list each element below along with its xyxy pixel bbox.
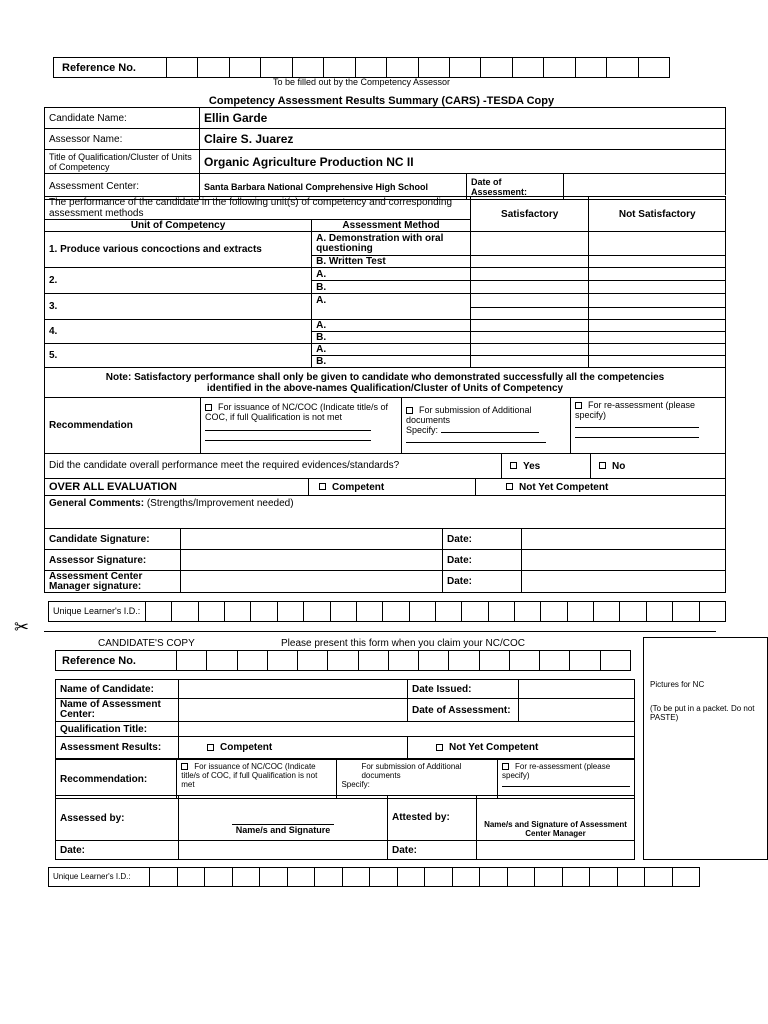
manager-date-field[interactable] [522, 571, 726, 593]
copy-reference-box[interactable] [358, 651, 388, 671]
unit-header: Unit of Competency [45, 220, 312, 232]
qualification-label: Title of Qualification/Cluster of Units of Competency [45, 150, 200, 174]
assessor-signature-field[interactable] [181, 550, 443, 571]
copy-uli-label: Unique Learner's I.D.: [49, 868, 150, 887]
not-satisfactory-header: Not Satisfactory [589, 197, 726, 232]
qualification-value[interactable]: Organic Agriculture Production NC II [200, 150, 726, 174]
reference-box[interactable] [512, 58, 543, 78]
assessment-center-value[interactable]: Santa Barbara National Comprehensive High School [200, 174, 467, 200]
yes-label: Yes [523, 460, 541, 472]
copy-checkbox-not-yet-competent[interactable] [436, 744, 443, 751]
copy-rec-additional-text: For submission of Additional documents [361, 762, 462, 780]
reference-box[interactable] [449, 58, 480, 78]
candidate-signature-label: Candidate Signature: [45, 529, 181, 550]
uli-box[interactable] [383, 602, 409, 622]
uli-box[interactable] [198, 602, 224, 622]
copy-checkbox-reassessment[interactable] [502, 763, 509, 770]
copy-reference-box[interactable] [600, 651, 630, 671]
reference-label: Reference No. [54, 58, 167, 78]
reference-box[interactable] [575, 58, 606, 78]
copy-uli-box[interactable] [370, 868, 398, 887]
yes-option[interactable] [502, 454, 591, 479]
copy-recommendation-table [55, 759, 635, 799]
photo-label: Pictures for NC [650, 680, 705, 689]
rec-additional-docs-option[interactable] [402, 398, 571, 454]
copy-center-field[interactable] [179, 699, 408, 722]
specify-line[interactable] [406, 442, 546, 443]
uli-box[interactable] [225, 602, 251, 622]
copy-reassessment-line[interactable] [502, 786, 630, 787]
uli-box[interactable] [515, 602, 541, 622]
copy-date-issued-field[interactable] [519, 680, 635, 699]
unit-4: 4. [45, 320, 312, 344]
copy-checkbox-issuance[interactable] [181, 763, 188, 770]
copy-competent-label: Competent [220, 742, 273, 753]
unit-1-method-a: A. Demonstration with oral questioning [312, 232, 471, 256]
copy-uli-box[interactable] [287, 868, 315, 887]
signature-table [44, 528, 726, 593]
issuance-line[interactable] [205, 430, 371, 431]
copy-uli-box[interactable] [342, 868, 370, 887]
copy-uli-box[interactable] [507, 868, 535, 887]
method-header: Assessment Method [312, 220, 471, 232]
unit-2-b-satisfactory[interactable] [470, 281, 588, 294]
rec-specify-label: Specify: [406, 425, 439, 435]
assessor-date-field[interactable] [522, 550, 726, 571]
checkbox-competent[interactable] [319, 483, 326, 490]
reference-box[interactable] [198, 58, 229, 78]
copy-uli-box[interactable] [480, 868, 508, 887]
copy-names-signature: Name/s and Signature [232, 824, 335, 835]
copy-uli-box[interactable] [177, 868, 205, 887]
recommendation-label: Recommendation [45, 398, 201, 454]
copy-rec-specify-label: Specify: [341, 780, 370, 789]
assessor-date-label: Date: [443, 550, 522, 571]
unit-4-method-b: B. [312, 332, 471, 344]
copy-uli-box[interactable] [260, 868, 288, 887]
copy-uli-box[interactable] [562, 868, 590, 887]
copy-reference-box[interactable] [479, 651, 509, 671]
uli-box[interactable] [673, 602, 699, 622]
unit-1: 1. Produce various concoctions and extracts [45, 232, 312, 268]
not-yet-competent-option[interactable] [476, 479, 726, 496]
copy-date-label: Date: [56, 841, 179, 860]
copy-date2-field[interactable] [477, 841, 635, 860]
copy-reference-box[interactable] [449, 651, 479, 671]
rec-issuance-text: For issuance of NC/COC (Indicate title/s of COC, if full Qualification is not met [205, 402, 389, 422]
reference-box[interactable] [387, 58, 418, 78]
unit-1-a-satisfactory[interactable] [470, 232, 588, 256]
unit-3-method-b [312, 308, 471, 320]
cut-line [44, 631, 716, 632]
copy-info-table [55, 679, 635, 759]
reassessment-line[interactable] [575, 427, 699, 428]
copy-competent-option[interactable] [179, 737, 408, 759]
copy-not-yet-competent-label: Not Yet Competent [449, 742, 539, 753]
checkbox-additional-docs[interactable] [406, 407, 413, 414]
unit-3-b-not-satisfactory[interactable] [589, 308, 726, 320]
unit-2-a-not-satisfactory[interactable] [589, 268, 726, 281]
manager-signature-label: Assessment Center Manager signature: [45, 571, 181, 593]
issuance-line[interactable] [205, 440, 371, 441]
manager-signature-field[interactable] [181, 571, 443, 593]
unit-5-b-not-satisfactory[interactable] [589, 356, 726, 368]
not-yet-competent-label: Not Yet Competent [519, 481, 609, 493]
reassessment-line[interactable] [575, 437, 699, 438]
copy-name-field[interactable] [179, 680, 408, 699]
unit-3-a-satisfactory[interactable] [470, 294, 588, 308]
unit-5-a-not-satisfactory[interactable] [589, 344, 726, 356]
copy-uli-box[interactable] [315, 868, 343, 887]
copy-uli-box[interactable] [232, 868, 260, 887]
competent-option[interactable] [309, 479, 476, 496]
uli-box[interactable] [356, 602, 382, 622]
reference-box[interactable] [261, 58, 292, 78]
satisfactory-note: Note: Satisfactory performance shall only be given to candidate who demonstrated successfully all the competencies identified in the above-names Qualification/Cluster of Units of Competency [45, 368, 726, 398]
candidate-info-table [44, 107, 726, 200]
uli-label: Unique Learner's I.D.: [49, 602, 146, 622]
copy-checkbox-competent[interactable] [207, 744, 214, 751]
copy-reference-box[interactable] [207, 651, 237, 671]
checkbox-issuance[interactable] [205, 404, 212, 411]
reference-box[interactable] [167, 58, 198, 78]
unit-5-b-satisfactory[interactable] [470, 356, 588, 368]
copy-instruction: Please present this form when you claim your NC/COC [281, 638, 525, 649]
no-option[interactable] [591, 454, 726, 479]
uli-box[interactable] [699, 602, 725, 622]
copy-attested-by-label: Attested by: [388, 796, 477, 841]
manager-date-label: Date: [443, 571, 522, 593]
copy-reference-label: Reference No. [56, 651, 177, 671]
reference-box[interactable] [418, 58, 449, 78]
copy-assessed-by-field[interactable] [179, 796, 388, 841]
copy-not-yet-competent-option[interactable] [408, 737, 635, 759]
copy-reference-box[interactable] [328, 651, 358, 671]
unit-5-method-a: A. [312, 344, 471, 356]
copy-reference-box[interactable] [570, 651, 600, 671]
copy-uli-box[interactable] [205, 868, 233, 887]
overall-evaluation-label: OVER ALL EVALUATION [45, 479, 309, 496]
copy-qual-field[interactable] [179, 722, 635, 737]
unit-4-method-a: A. [312, 320, 471, 332]
checkbox-no[interactable] [599, 462, 606, 469]
unit-3-b-satisfactory[interactable] [470, 308, 588, 320]
copy-assessed-by-label: Assessed by: [56, 796, 179, 841]
rec-issuance-option[interactable] [201, 398, 402, 454]
copy-uli-box[interactable] [452, 868, 480, 887]
candidate-name-label: Candidate Name: [45, 108, 200, 129]
uli-box[interactable] [620, 602, 646, 622]
candidate-signature-field[interactable] [181, 529, 443, 550]
specify-line[interactable] [441, 432, 539, 433]
checkbox-not-yet-competent[interactable] [506, 483, 513, 490]
copy-date-assessment-field[interactable] [519, 699, 635, 722]
unit-1-b-not-satisfactory[interactable] [589, 256, 726, 268]
competency-table [44, 196, 726, 398]
candidates-copy-title: CANDIDATE'S COPY [98, 638, 195, 649]
copy-reference-box[interactable] [388, 651, 418, 671]
assessor-name-value[interactable]: Claire S. Juarez [200, 129, 726, 150]
copy-uli-box[interactable] [535, 868, 563, 887]
overall-table [44, 453, 726, 479]
uli-box[interactable] [409, 602, 435, 622]
evaluation-table [44, 478, 726, 529]
overall-question: Did the candidate overall performance meet the required evidences/standards? [45, 454, 502, 479]
unit-2-b-not-satisfactory[interactable] [589, 281, 726, 294]
uli-table [48, 601, 726, 622]
uli-box[interactable] [646, 602, 672, 622]
copy-uli-box[interactable] [150, 868, 178, 887]
copy-reference-table [55, 650, 631, 671]
uli-box[interactable] [277, 602, 303, 622]
copy-uli-table [48, 867, 700, 887]
copy-date-assessment-label: Date of Assessment: [408, 699, 519, 722]
unit-1-method-b: B. Written Test [312, 256, 471, 268]
fill-note: To be filled out by the Competency Assessor [272, 77, 451, 87]
copy-rec-label: Recommendation: [56, 760, 177, 799]
unit-5-method-b: B. [312, 356, 471, 368]
uli-box[interactable] [146, 602, 172, 622]
uli-box[interactable] [435, 602, 461, 622]
rec-reassessment-option[interactable] [571, 398, 726, 454]
copy-rec-reassessment[interactable] [498, 760, 635, 799]
reference-box[interactable] [229, 58, 260, 78]
copy-reference-box[interactable] [267, 651, 297, 671]
assessor-name-label: Assessor Name: [45, 129, 200, 150]
copy-rec-additional[interactable] [337, 760, 498, 799]
unit-4-b-satisfactory[interactable] [470, 332, 588, 344]
competent-label: Competent [332, 481, 385, 493]
reference-box[interactable] [544, 58, 575, 78]
unit-3-a-not-satisfactory[interactable] [589, 294, 726, 308]
uli-box[interactable] [594, 602, 620, 622]
copy-date-issued-label: Date Issued: [408, 680, 519, 699]
uli-box[interactable] [488, 602, 514, 622]
copy-attestation-table [55, 795, 635, 860]
photo-note: (To be put in a packet. Do not PASTE) [650, 704, 755, 722]
reference-box[interactable] [607, 58, 638, 78]
copy-rec-reassessment-text: For re-assessment (please specify) [502, 762, 611, 780]
general-comments[interactable] [45, 496, 726, 529]
copy-name-label: Name of Candidate: [56, 680, 179, 699]
unit-1-a-not-satisfactory[interactable] [589, 232, 726, 256]
copy-reference-box[interactable] [540, 651, 570, 671]
copy-reference-box[interactable] [509, 651, 539, 671]
uli-box[interactable] [462, 602, 488, 622]
candidate-name-value[interactable]: Ellin Garde [200, 108, 726, 129]
unit-5-a-satisfactory[interactable] [470, 344, 588, 356]
copy-reference-box[interactable] [419, 651, 449, 671]
uli-box[interactable] [304, 602, 330, 622]
uli-box[interactable] [172, 602, 198, 622]
copy-rec-issuance[interactable] [177, 760, 337, 799]
unit-3: 3. [45, 294, 312, 320]
unit-2-method-a: A. [312, 268, 471, 281]
unit-4-a-not-satisfactory[interactable] [589, 320, 726, 332]
copy-results-label: Assessment Results: [56, 737, 179, 759]
unit-2-a-satisfactory[interactable] [470, 268, 588, 281]
copy-qual-label: Qualification Title: [56, 722, 179, 737]
checkbox-yes[interactable] [510, 462, 517, 469]
reference-box[interactable] [481, 58, 512, 78]
copy-uli-box[interactable] [425, 868, 453, 887]
reference-box[interactable] [324, 58, 355, 78]
unit-4-b-not-satisfactory[interactable] [589, 332, 726, 344]
unit-2-method-b: B. [312, 281, 471, 294]
rec-additional-docs-text: For submission of Additional documents [406, 405, 532, 425]
uli-box[interactable] [330, 602, 356, 622]
satisfactory-header: Satisfactory [470, 197, 588, 232]
rec-reassessment-text: For re-assessment (please specify) [575, 400, 696, 420]
reference-table [53, 57, 670, 78]
copy-reference-box[interactable] [298, 651, 328, 671]
copy-uli-box[interactable] [617, 868, 645, 887]
reference-box[interactable] [355, 58, 386, 78]
unit-3-method-a: A. [312, 294, 471, 308]
scissors-icon: ✂ [14, 617, 30, 638]
form-title: Competency Assessment Results Summary (CARS) -TESDA Copy [208, 95, 555, 107]
unit-1-b-satisfactory[interactable] [470, 256, 588, 268]
copy-center-label: Name of Assessment Center: [56, 699, 179, 722]
copy-date-field[interactable] [179, 841, 388, 860]
copy-reference-box[interactable] [237, 651, 267, 671]
uli-box[interactable] [251, 602, 277, 622]
photo-box[interactable] [643, 637, 768, 860]
copy-uli-box[interactable] [590, 868, 618, 887]
uli-box[interactable] [567, 602, 593, 622]
general-comments-hint: (Strengths/Improvement needed) [146, 498, 294, 509]
copy-uli-box[interactable] [672, 868, 700, 887]
candidate-date-field[interactable] [522, 529, 726, 550]
copy-reference-box[interactable] [177, 651, 207, 671]
unit-4-a-satisfactory[interactable] [470, 320, 588, 332]
general-comments-label: General Comments: [49, 498, 145, 509]
checkbox-reassessment[interactable] [575, 402, 582, 409]
assessment-center-label: Assessment Center: [45, 174, 200, 200]
copy-date2-label: Date: [388, 841, 477, 860]
copy-uli-box[interactable] [397, 868, 425, 887]
no-label: No [612, 460, 626, 472]
units-intro: The performance of the candidate in the following unit(s) of competency and corresponding assessment methods [45, 197, 471, 220]
unit-5: 5. [45, 344, 312, 368]
unit-2: 2. [45, 268, 312, 294]
assessor-signature-label: Assessor Signature: [45, 550, 181, 571]
date-of-assessment-label: Date of Assessment: [467, 174, 564, 200]
reference-box[interactable] [292, 58, 323, 78]
copy-manager-signature[interactable]: Name/s and Signature of Assessment Center Manager [477, 796, 635, 841]
recommendation-table [44, 397, 726, 454]
uli-box[interactable] [541, 602, 567, 622]
copy-rec-issuance-text: For issuance of NC/COC (Indicate title/s of COC, if full Qualification is not met [181, 762, 318, 789]
candidate-date-label: Date: [443, 529, 522, 550]
copy-uli-box[interactable] [645, 868, 673, 887]
reference-box[interactable] [638, 58, 669, 78]
